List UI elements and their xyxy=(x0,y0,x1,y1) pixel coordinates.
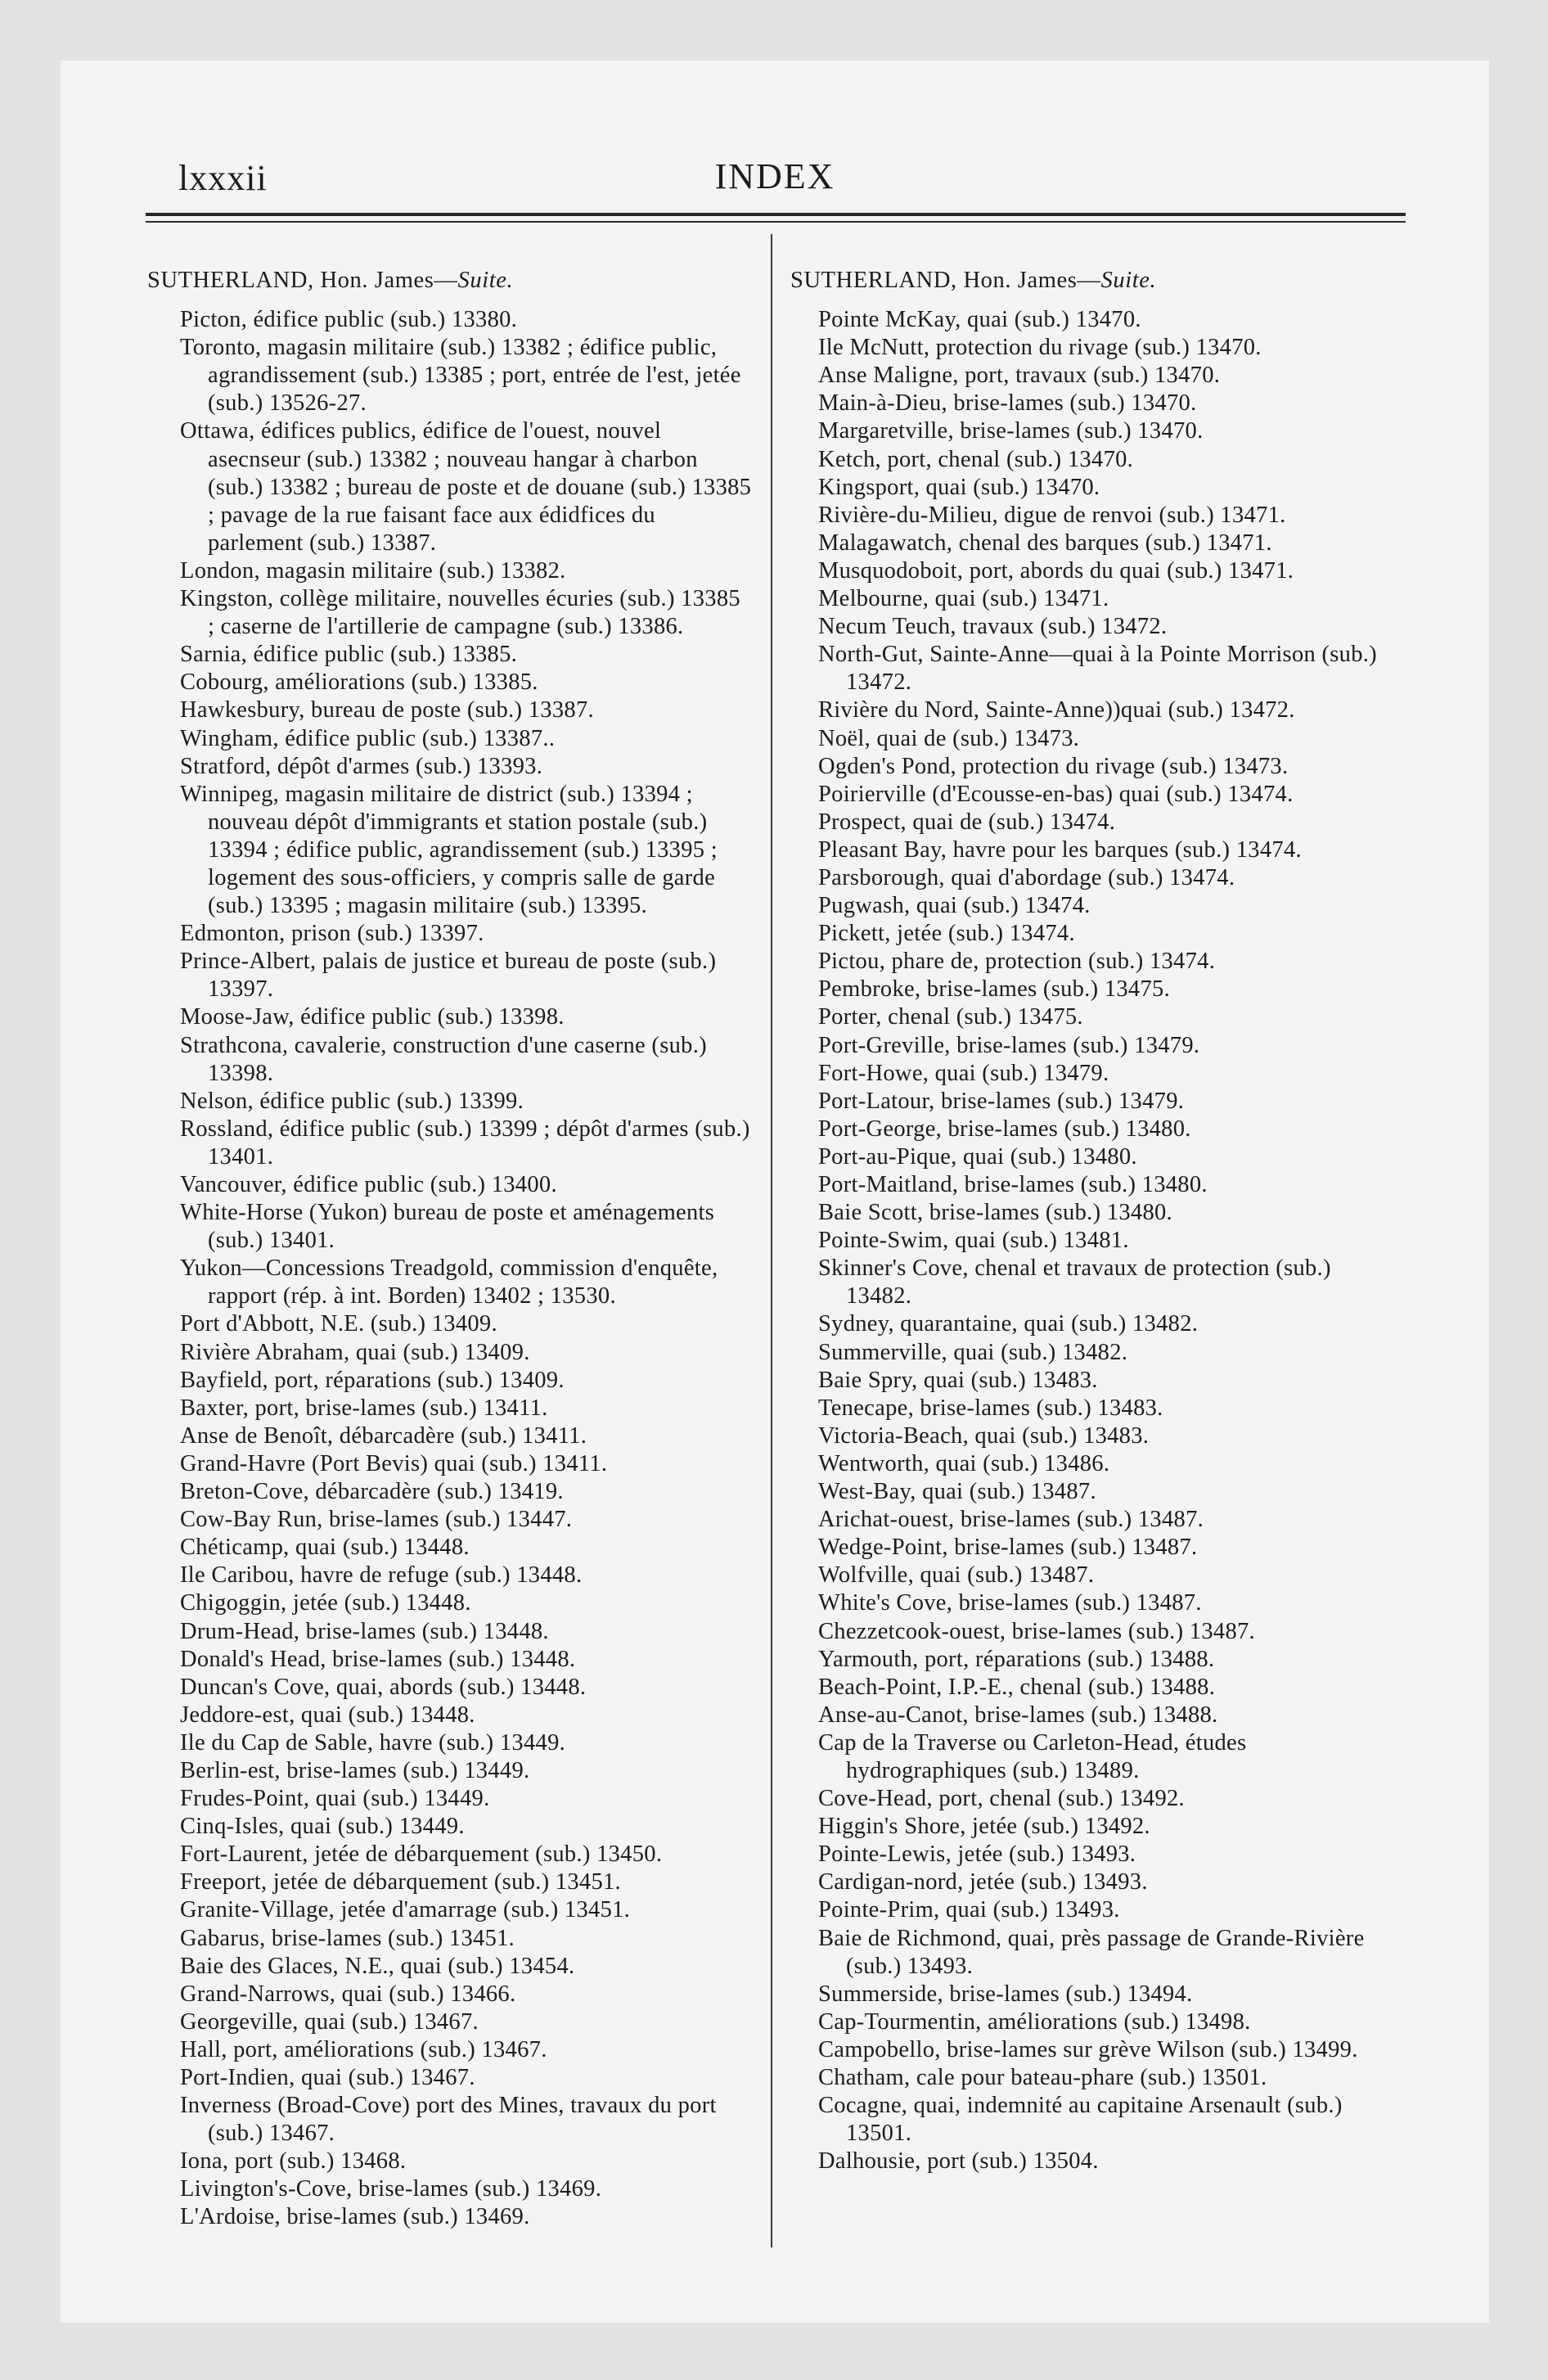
index-entry: Grand-Narrows, quai (sub.) 13466. xyxy=(180,1981,516,2007)
index-entry: Grand-Havre (Port Bevis) quai (sub.) 13411. xyxy=(180,1450,608,1476)
index-entry: Victoria-Beach, quai (sub.) 13483. xyxy=(818,1422,1150,1449)
index-entry: Stratford, dépôt d'armes (sub.) 13393. xyxy=(180,753,543,779)
index-entry: Livington's-Cove, brise-lames (sub.) 13469. xyxy=(180,2176,602,2202)
index-entry: Georgeville, quai (sub.) 13467. xyxy=(180,2008,479,2035)
index-entry: Sarnia, édifice public (sub.) 13385. xyxy=(180,642,518,668)
index-entry-list xyxy=(818,306,1397,2175)
index-entry: Ogden's Pond, protection du rivage (sub.) 13473. xyxy=(818,753,1289,779)
index-entry: Ketch, port, chenal (sub.) 13470. xyxy=(818,446,1134,472)
index-entry: Musquodoboit, port, abords du quai (sub.) 13471. xyxy=(818,557,1294,584)
index-entry: Prince-Albert, palais de justice et bureau de poste (sub.) 13397. xyxy=(180,949,717,1003)
index-entry: Campobello, brise-lames sur grève Wilson (sub.) 13499. xyxy=(818,2036,1358,2062)
index-entry: Pictou, phare de, protection (sub.) 13474. xyxy=(818,949,1216,975)
page-number: lxxxii xyxy=(178,158,268,198)
index-entry: West-Bay, quai (sub.) 13487. xyxy=(818,1479,1096,1505)
index-entry: Kingsport, quai (sub.) 13470. xyxy=(818,474,1100,500)
index-entry: Jeddore-est, quai (sub.) 13448. xyxy=(180,1702,475,1728)
index-entry: Edmonton, prison (sub.) 13397. xyxy=(180,921,484,947)
column-divider xyxy=(771,234,772,2247)
index-entry: Strathcona, cavalerie, construction d'une caserne (sub.) 13398. xyxy=(180,1032,707,1086)
index-entry: Inverness (Broad-Cove) port des Mines, travaux du port (sub.) 13467. xyxy=(180,2093,717,2147)
index-entry: Yukon—Concessions Treadgold, commission d'enquête, rapport (rép. à int. Borden) 13402 ; 13530. xyxy=(180,1255,718,1309)
index-entry: Wedge-Point, brise-lames (sub.) 13487. xyxy=(818,1535,1198,1561)
index-entry: Hall, port, améliorations (sub.) 13467. xyxy=(180,2036,547,2062)
index-entry: Iona, port (sub.) 13468. xyxy=(180,2148,407,2175)
index-entry: Fort-Laurent, jetée de débarquement (sub.) 13450. xyxy=(180,1841,663,1868)
index-entry: Gabarus, brise-lames (sub.) 13451. xyxy=(180,1925,515,1951)
index-entry: Pointe McKay, quai (sub.) 13470. xyxy=(818,307,1141,333)
index-entry: Baxter, port, brise-lames (sub.) 13411. xyxy=(180,1395,548,1421)
index-entry: Rivière-du-Milieu, digue de renvoi (sub.) 13471. xyxy=(818,502,1286,528)
index-entry: Baie de Richmond, quai, près passage de Grande-Rivière (sub.) 13493. xyxy=(818,1925,1365,1979)
index-entry: Cinq-Isles, quai (sub.) 13449. xyxy=(180,1814,465,1840)
index-entry: Rossland, édifice public (sub.) 13399 ; dépôt d'armes (sub.) 13401. xyxy=(180,1116,750,1170)
index-entry: Main-à-Dieu, brise-lames (sub.) 13470. xyxy=(818,390,1197,417)
index-entry: London, magasin militaire (sub.) 13382. xyxy=(180,557,566,584)
index-entry: Noël, quai de (sub.) 13473. xyxy=(818,725,1080,751)
index-entry: Higgin's Shore, jetée (sub.) 13492. xyxy=(818,1814,1150,1840)
index-entry: Chatham, cale pour bateau-phare (sub.) 13501. xyxy=(818,2065,1267,2090)
index-entry: Margaretville, brise-lames (sub.) 13470. xyxy=(818,418,1204,444)
index-entry: Granite-Village, jetée d'amarrage (sub.) 13451. xyxy=(180,1897,631,1923)
index-entry: White-Horse (Yukon) bureau de poste et aménagements (sub.) 13401. xyxy=(180,1200,715,1254)
index-entry: Rivière du Nord, Sainte-Anne))quai (sub.) 13472. xyxy=(818,697,1295,723)
index-entry: Cobourg, améliorations (sub.) 13385. xyxy=(180,669,538,696)
index-entry: Pointe-Lewis, jetée (sub.) 13493. xyxy=(818,1841,1136,1868)
index-entry: Toronto, magasin militaire (sub.) 13382 ; édifice public, agrandissement (sub.) 13385 ; port, entrée de l'est, jetée (sub.) 13526-27. xyxy=(180,335,741,417)
index-entry: Pembroke, brise-lames (sub.) 13475. xyxy=(818,976,1170,1003)
index-entry: Necum Teuch, travaux (sub.) 13472. xyxy=(818,614,1168,640)
heading-name: SUTHERLAND, Hon. James— xyxy=(790,268,1101,293)
index-entry: Port d'Abbott, N.E. (sub.) 13409. xyxy=(180,1311,497,1337)
index-entry: Kingston, collège militaire, nouvelles écuries (sub.) 13385 ; caserne de l'artillerie de campagne (sub.) 13386. xyxy=(180,586,740,640)
index-entry: Cap de la Traverse ou Carleton-Head, études hydrographiques (sub.) 13489. xyxy=(818,1729,1247,1783)
index-entry: Cardigan-nord, jetée (sub.) 13493. xyxy=(818,1869,1148,1895)
index-entry: Vancouver, édifice public (sub.) 13400. xyxy=(180,1172,557,1197)
index-entry: Cap-Tourmentin, améliorations (sub.) 13498. xyxy=(818,2008,1251,2035)
index-entry: Port-au-Pique, quai (sub.) 13480. xyxy=(818,1143,1137,1170)
index-entry: Summerside, brise-lames (sub.) 13494. xyxy=(818,1981,1193,2007)
index-entry: Anse-au-Canot, brise-lames (sub.) 13488. xyxy=(818,1702,1218,1728)
index-entry: Yarmouth, port, réparations (sub.) 13488. xyxy=(818,1646,1215,1672)
index-entry: Nelson, édifice public (sub.) 13399. xyxy=(180,1088,524,1114)
index-entry: Cocagne, quai, indemnité au capitaine Arsenault (sub.) 13501. xyxy=(818,2093,1343,2147)
index-entry: Cow-Bay Run, brise-lames (sub.) 13447. xyxy=(180,1507,573,1533)
heading-suite: Suite. xyxy=(457,268,514,293)
index-entry: Melbourne, quai (sub.) 13471. xyxy=(818,586,1109,612)
index-entry: Pugwash, quai (sub.) 13474. xyxy=(818,893,1091,919)
index-entry: Anse Maligne, port, travaux (sub.) 13470. xyxy=(818,363,1221,389)
column-heading xyxy=(790,267,1397,295)
index-entry: Port-George, brise-lames (sub.) 13480. xyxy=(818,1116,1191,1142)
index-entry: Port-Latour, brise-lames (sub.) 13479. xyxy=(818,1088,1185,1114)
index-entry: Port-Maitland, brise-lames (sub.) 13480. xyxy=(818,1172,1208,1197)
index-entry: Malagawatch, chenal des barques (sub.) 13471. xyxy=(818,530,1272,556)
index-entry: Fort-Howe, quai (sub.) 13479. xyxy=(818,1060,1109,1086)
right-column xyxy=(790,267,1397,2175)
column-heading xyxy=(147,267,753,295)
index-entry: Port-Greville, brise-lames (sub.) 13479. xyxy=(818,1032,1200,1058)
index-entry: Ottawa, édifices publics, édifice de l'ouest, nouvel asecnseur (sub.) 13382 ; nouveau hangar à charbon (sub.) 13382 ; bureau de poste et de douane (sub.) 13385 ; pavage de la rue faisant face aux édidfices du parlement (sub.) 13387. xyxy=(180,418,752,556)
index-entry: Duncan's Cove, quai, abords (sub.) 13448. xyxy=(180,1674,587,1700)
index-entry: Moose-Jaw, édifice public (sub.) 13398. xyxy=(180,1004,565,1030)
index-entry: Baie Spry, quai (sub.) 13483. xyxy=(818,1367,1098,1393)
document-page xyxy=(61,61,1489,2323)
index-entry: Port-Indien, quai (sub.) 13467. xyxy=(180,2065,475,2090)
index-entry: Chigoggin, jetée (sub.) 13448. xyxy=(180,1590,471,1616)
running-head: INDEX xyxy=(714,156,835,196)
index-entry: Donald's Head, brise-lames (sub.) 13448. xyxy=(180,1646,576,1672)
index-entry: Drum-Head, brise-lames (sub.) 13448. xyxy=(180,1618,549,1644)
index-entry: Beach-Point, I.P.-E., chenal (sub.) 13488. xyxy=(818,1674,1216,1700)
index-entry: Picton, édifice public (sub.) 13380. xyxy=(180,307,518,333)
index-entry: Ile McNutt, protection du rivage (sub.) 13470. xyxy=(818,335,1262,361)
index-entry: Anse de Benoît, débarcadère (sub.) 13411. xyxy=(180,1422,587,1449)
index-entry: Ile Caribou, havre de refuge (sub.) 13448. xyxy=(180,1562,583,1589)
index-entry: Winnipeg, magasin militaire de district (sub.) 13394 ; nouveau dépôt d'immigrants et station postale (sub.) 13394 ; édifice public, agrandissement (sub.) 13395 ; logement des sous-officiers, y compris salle de garde (sub.) 13395 ; magasin militaire (sub.) 13395. xyxy=(180,781,718,919)
index-entry: Poirierville (d'Ecousse-en-bas) quai (sub.) 13474. xyxy=(818,781,1294,807)
index-entry: White's Cove, brise-lames (sub.) 13487. xyxy=(818,1590,1202,1616)
index-entry: Freeport, jetée de débarquement (sub.) 13451. xyxy=(180,1869,621,1895)
index-entry: Prospect, quai de (sub.) 13474. xyxy=(818,809,1116,835)
index-entry: Hawkesbury, bureau de poste (sub.) 13387. xyxy=(180,697,594,723)
index-entry: Pointe-Swim, quai (sub.) 13481. xyxy=(818,1228,1129,1254)
index-entry: Ile du Cap de Sable, havre (sub.) 13449. xyxy=(180,1729,566,1756)
index-entry: L'Ardoise, brise-lames (sub.) 13469. xyxy=(180,2204,530,2230)
index-entry: Wingham, édifice public (sub.) 13387.. xyxy=(180,725,556,751)
index-entry: Cove-Head, port, chenal (sub.) 13492. xyxy=(818,1786,1185,1812)
index-entry: Skinner's Cove, chenal et travaux de protection (sub.) 13482. xyxy=(818,1255,1331,1309)
index-entry: Summerville, quai (sub.) 13482. xyxy=(818,1339,1128,1365)
heading-suite: Suite. xyxy=(1100,268,1157,293)
left-column xyxy=(147,267,753,2232)
index-entry: Baie Scott, brise-lames (sub.) 13480. xyxy=(818,1200,1172,1226)
header-rule-thin xyxy=(146,221,1406,223)
index-entry: Arichat-ouest, brise-lames (sub.) 13487. xyxy=(818,1507,1204,1533)
index-entry: Sydney, quarantaine, quai (sub.) 13482. xyxy=(818,1311,1199,1337)
index-entry: Pickett, jetée (sub.) 13474. xyxy=(818,921,1075,947)
heading-name: SUTHERLAND, Hon. James— xyxy=(147,268,458,293)
index-entry: Bayfield, port, réparations (sub.) 13409. xyxy=(180,1367,565,1393)
index-entry: Breton-Cove, débarcadère (sub.) 13419. xyxy=(180,1479,564,1505)
index-entry: Rivière Abraham, quai (sub.) 13409. xyxy=(180,1339,530,1365)
index-entry: Tenecape, brise-lames (sub.) 13483. xyxy=(818,1395,1163,1421)
index-entry: Pleasant Bay, havre pour les barques (sub.) 13474. xyxy=(818,836,1302,863)
header-rule xyxy=(146,213,1406,216)
index-entry: Baie des Glaces, N.E., quai (sub.) 13454. xyxy=(180,1953,575,1979)
index-entry: Wolfville, quai (sub.) 13487. xyxy=(818,1562,1095,1589)
index-entry: Chéticamp, quai (sub.) 13448. xyxy=(180,1535,470,1561)
index-entry: North-Gut, Sainte-Anne—quai à la Pointe Morrison (sub.) 13472. xyxy=(818,642,1377,696)
index-entry: Frudes-Point, quai (sub.) 13449. xyxy=(180,1786,490,1812)
index-entry: Porter, chenal (sub.) 13475. xyxy=(818,1004,1083,1030)
index-entry: Parsborough, quai d'abordage (sub.) 13474. xyxy=(818,864,1235,890)
index-entry: Pointe-Prim, quai (sub.) 13493. xyxy=(818,1897,1120,1923)
index-entry: Berlin-est, brise-lames (sub.) 13449. xyxy=(180,1757,530,1783)
index-entry: Wentworth, quai (sub.) 13486. xyxy=(818,1450,1110,1476)
index-entry: Dalhousie, port (sub.) 13504. xyxy=(818,2148,1099,2175)
index-entry-list xyxy=(180,306,753,2231)
index-entry: Chezzetcook-ouest, brise-lames (sub.) 13487. xyxy=(818,1618,1255,1644)
